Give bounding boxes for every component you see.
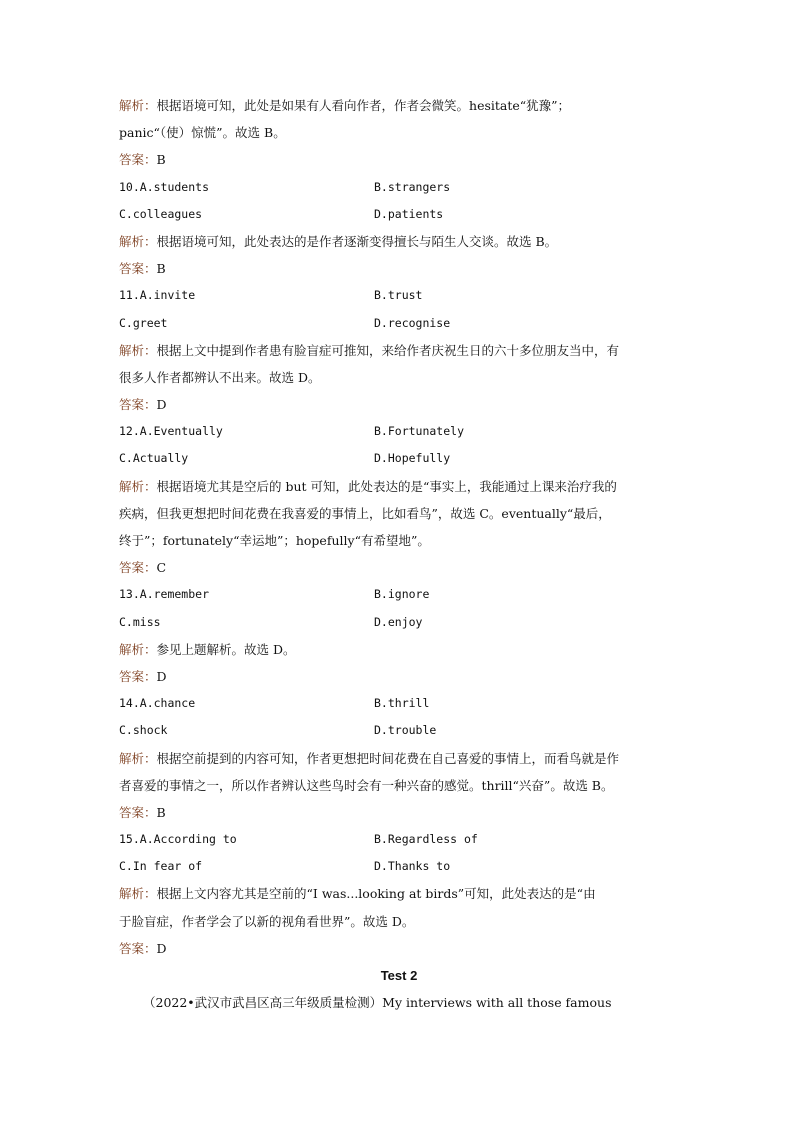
option-b: B.Fortunately (374, 424, 465, 439)
document-content (119, 92, 679, 1016)
explanation-line: 疾病，但我更想把时间花费在我喜爱的事情上，比如看鸟”，故选 C。eventually“最后， (119, 505, 611, 521)
answer-value: C (156, 560, 167, 576)
answer-line (119, 391, 679, 418)
answer-value: B (156, 152, 166, 168)
option-b: B.ignore (374, 587, 430, 602)
answer-line (119, 935, 679, 962)
option-d: D.recognise (374, 315, 451, 330)
option-a: 10.A.students (119, 179, 210, 194)
explanation-label: 解析： (119, 478, 157, 494)
answer-label: 答案： (119, 560, 157, 576)
option-b: B.Regardless of (374, 832, 478, 847)
answer-label: 答案： (119, 668, 157, 684)
option-c: C.Actually (119, 451, 189, 466)
option-a: 14.A.chance (119, 696, 196, 711)
option-d: D.Thanks to (374, 859, 451, 874)
question-15-options-row-2 (119, 853, 679, 880)
explanation-line: 解析：参见上题解析。故选 D。 (119, 641, 296, 657)
question-13-options-row-1 (119, 581, 679, 608)
option-c: C.greet (119, 315, 168, 330)
question-12-options-row-1 (119, 418, 679, 445)
question-14-options-row-1 (119, 690, 679, 717)
explanation-label: 解析： (119, 233, 157, 249)
option-d: D.Hopefully (374, 451, 451, 466)
question-15-options-row-1 (119, 826, 679, 853)
section-title: Test 2 (380, 968, 418, 983)
explanation-label: 解析： (119, 641, 157, 657)
question-10-options-row-1 (119, 174, 679, 201)
option-b: B.strangers (374, 179, 451, 194)
explanation-label: 解析： (119, 98, 157, 113)
explanation-label: 解析： (119, 342, 157, 358)
explanation-line: panic“（使）惊慌”。故选 B。 (119, 125, 286, 141)
explanation-label: 解析： (119, 750, 157, 766)
answer-label: 答案： (119, 152, 157, 168)
option-b: B.trust (374, 288, 423, 303)
question-14-options-row-2 (119, 717, 679, 744)
explanation-label: 解析： (119, 886, 157, 902)
answer-line (119, 799, 679, 826)
explanation-line: 很多人作者都辨认不出来。故选 D。 (119, 369, 321, 385)
answer-label: 答案： (119, 397, 157, 413)
question-11-options-row-1 (119, 282, 679, 309)
explanation-line: 解析：根据空前提到的内容可知，作者更想把时间花费在自己喜爱的事情上，而看鸟就是作 (119, 750, 620, 766)
explanation-line: 解析：根据语境可知，此处是如果有人看向作者，作者会微笑。hesitate“犹豫”； (119, 98, 571, 113)
question-13-options-row-2 (119, 609, 679, 636)
option-c: C.colleagues (119, 206, 203, 221)
option-c: C.In fear of (119, 859, 203, 874)
answer-line (119, 554, 679, 581)
explanation-line: 解析：根据语境尤其是空后的 but 可知，此处表达的是“事实上，我能通过上课来治疗我的 (119, 478, 617, 494)
question-11-options-row-2 (119, 310, 679, 337)
option-c: C.shock (119, 723, 168, 738)
option-c: C.miss (119, 614, 161, 629)
question-10-options-row-2 (119, 201, 679, 228)
answer-value: D (156, 668, 167, 684)
option-a: 12.A.Eventually (119, 424, 223, 439)
answer-label: 答案： (119, 261, 157, 277)
option-d: D.enjoy (374, 614, 423, 629)
answer-value: B (156, 804, 166, 820)
answer-line (119, 146, 679, 173)
explanation-line: 于脸盲症，作者学会了以新的视角看世界”。故选 D。 (119, 913, 415, 929)
option-a: 15.A.According to (119, 832, 237, 847)
passage-intro: （2022•武汉市武昌区高三年级质量检测）My interviews with all those famous (143, 995, 612, 1011)
option-d: D.patients (374, 206, 444, 221)
explanation-line: 终于”；fortunately“幸运地”；hopefully“有希望地”。 (119, 533, 430, 548)
option-d: D.trouble (374, 723, 437, 738)
explanation-line: 者喜爱的事情之一，所以作者辨认这些鸟时会有一种兴奋的感觉。thrill“兴奋”。故选 B。 (119, 777, 614, 793)
answer-line (119, 663, 679, 690)
answer-label: 答案： (119, 940, 157, 956)
answer-label: 答案： (119, 804, 157, 820)
option-a: 13.A.remember (119, 587, 210, 602)
option-b: B.thrill (374, 696, 430, 711)
answer-value: B (156, 261, 166, 277)
answer-line (119, 255, 679, 282)
option-a: 11.A.invite (119, 288, 196, 303)
question-12-options-row-2 (119, 445, 679, 472)
answer-value: D (156, 397, 167, 413)
answer-value: D (156, 940, 167, 956)
explanation-line: 解析：根据上文内容尤其是空前的“I was...looking at birds”可知，此处表达的是“由 (119, 886, 596, 902)
explanation-line: 解析：根据上文中提到作者患有脸盲症可推知，来给作者庆祝生日的六十多位朋友当中，有 (119, 342, 620, 358)
explanation-line: 解析：根据语境可知，此处表达的是作者逐渐变得擅长与陌生人交谈。故选 B。 (119, 233, 558, 249)
